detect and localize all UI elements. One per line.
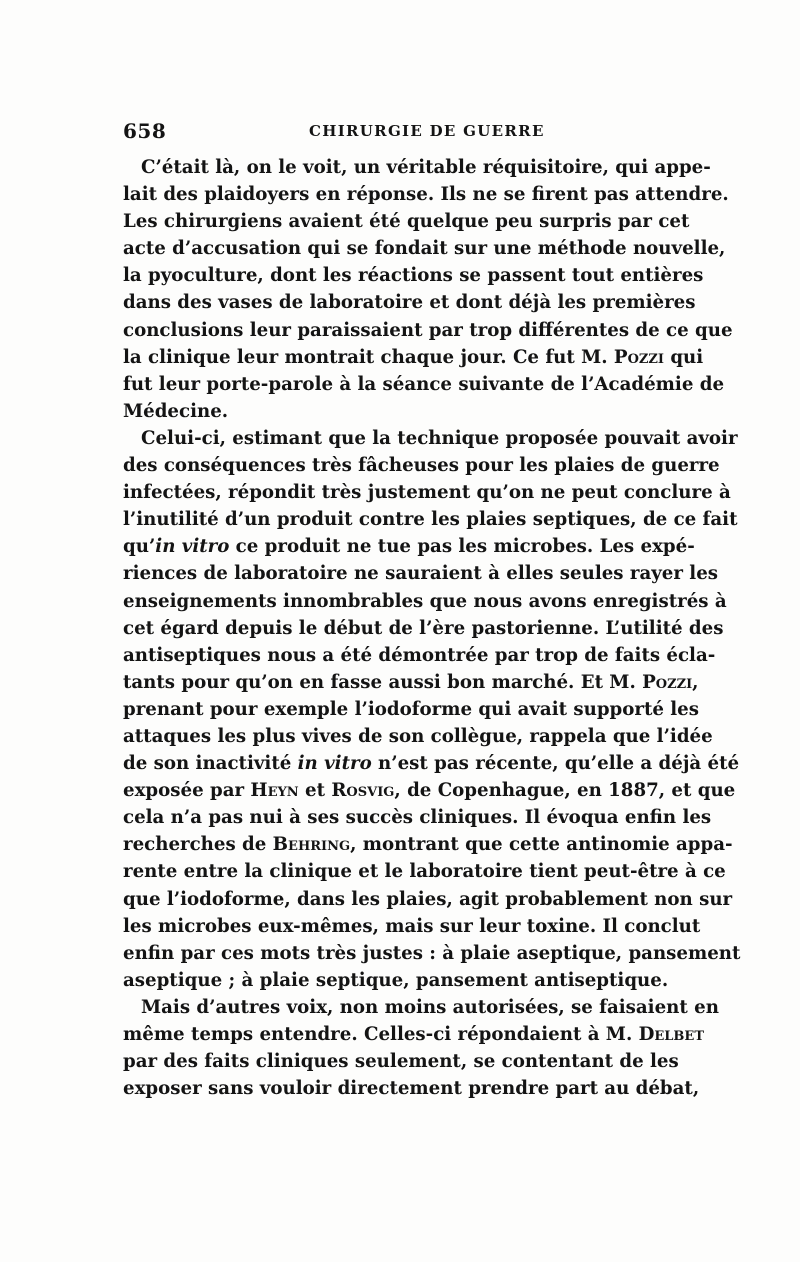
text-line: que l’iodoforme, dans les plaies, agit probablement non sur <box>123 888 733 910</box>
text-line: acte d’accusation qui se fondait sur une méthode nouvelle, <box>123 238 726 260</box>
text-line: enseignements innombrables que nous avons enregistrés à <box>123 590 727 612</box>
text-line: de son inactivité in vitro n’est pas récente, qu’elle a déjà été <box>123 753 740 775</box>
surname-pozzi: Pozzi <box>613 346 664 368</box>
surname-behring: Behring <box>272 834 351 856</box>
text-line: exposer sans vouloir directement prendre part au débat, <box>123 1078 700 1100</box>
text-line: des conséquences très fâcheuses pour les plaies de guerre <box>123 455 720 477</box>
page-number: 658 <box>123 119 167 143</box>
text-line: cela n’a pas nui à ses succès cliniques. Il évoqua enfin les <box>123 807 712 829</box>
text-line: infectées, répondit très justement qu’on ne peut conclure à <box>123 482 731 504</box>
text-line: aseptique ; à plaie septique, pansement antiseptique. <box>123 969 669 991</box>
text-line: fut leur porte-parole à la séance suivante de l’Académie de <box>123 373 725 395</box>
text-line: par des faits cliniques seulement, se contentant de les <box>123 1051 679 1073</box>
text-line: attaques les plus vives de son collègue, rappela que l’idée <box>123 725 713 747</box>
text-line: lait des plaidoyers en réponse. Ils ne se firent pas attendre. <box>123 184 729 206</box>
surname-pozzi: Pozzi <box>642 671 693 693</box>
text-line: exposée par Heyn et Rosvig, de Copenhague, en 1887, et que <box>123 780 736 802</box>
latin-in-vitro: in vitro <box>297 753 372 775</box>
page-header <box>123 119 678 143</box>
text-line: recherches de Behring, montrant que cette antinomie appa- <box>123 834 733 856</box>
text-line: C’était là, on le voit, un véritable réquisitoire, qui appe- <box>141 157 711 178</box>
surname-rosvig: Rosvig <box>331 780 395 802</box>
latin-in-vitro: in vitro <box>155 536 230 558</box>
text-line: Mais d’autres voix, non moins autorisées, se faisaient en <box>141 996 719 1018</box>
text-line: les microbes eux-mêmes, mais sur leur toxine. Il conclut <box>123 915 701 937</box>
text-line: antiseptiques nous a été démontrée par trop de faits écla- <box>123 644 716 666</box>
text-line: Médecine. <box>123 400 229 422</box>
surname-delbet: Delbet <box>638 1024 705 1045</box>
text-line: riences de laboratoire ne sauraient à elles seules rayer les <box>123 563 719 585</box>
text-line: conclusions leur paraissaient par trop différentes de ce que <box>123 319 733 341</box>
text-line: Les chirurgiens avaient été quelque peu surpris par cet <box>123 211 690 233</box>
text-line: l’inutilité d’un produit contre les plaies septiques, de ce fait <box>123 509 738 531</box>
text-line: prenant pour exemple l’iodoforme qui avait supporté les <box>123 698 699 720</box>
text-line: même temps entendre. Celles-ci répondaient à M. Delbet <box>123 1024 705 1045</box>
text-line: dans des vases de laboratoire et dont déjà les premières <box>123 292 696 314</box>
body-text <box>123 154 741 1102</box>
running-title: CHIRURGIE DE GUERRE <box>309 122 545 140</box>
text-line: cet égard depuis le début de l’ère pastorienne. L’utilité des <box>123 617 724 639</box>
text-line: enfin par ces mots très justes : à plaie aseptique, pansement <box>123 942 741 964</box>
text-line: qu’in vitro ce produit ne tue pas les microbes. Les expé- <box>123 536 695 558</box>
text-line: rente entre la clinique et le laboratoire tient peut-être à ce <box>123 861 726 883</box>
surname-heyn: Heyn <box>250 780 299 802</box>
text-line: la clinique leur montrait chaque jour. Ce fut M. Pozzi qui <box>123 346 704 368</box>
text-line: la pyoculture, dont les réactions se passent tout entières <box>123 265 704 287</box>
text-line: Celui-ci, estimant que la technique proposée pouvait avoir <box>141 427 738 449</box>
text-line: tants pour qu’on en fasse aussi bon marché. Et M. Pozzi, <box>123 671 699 693</box>
